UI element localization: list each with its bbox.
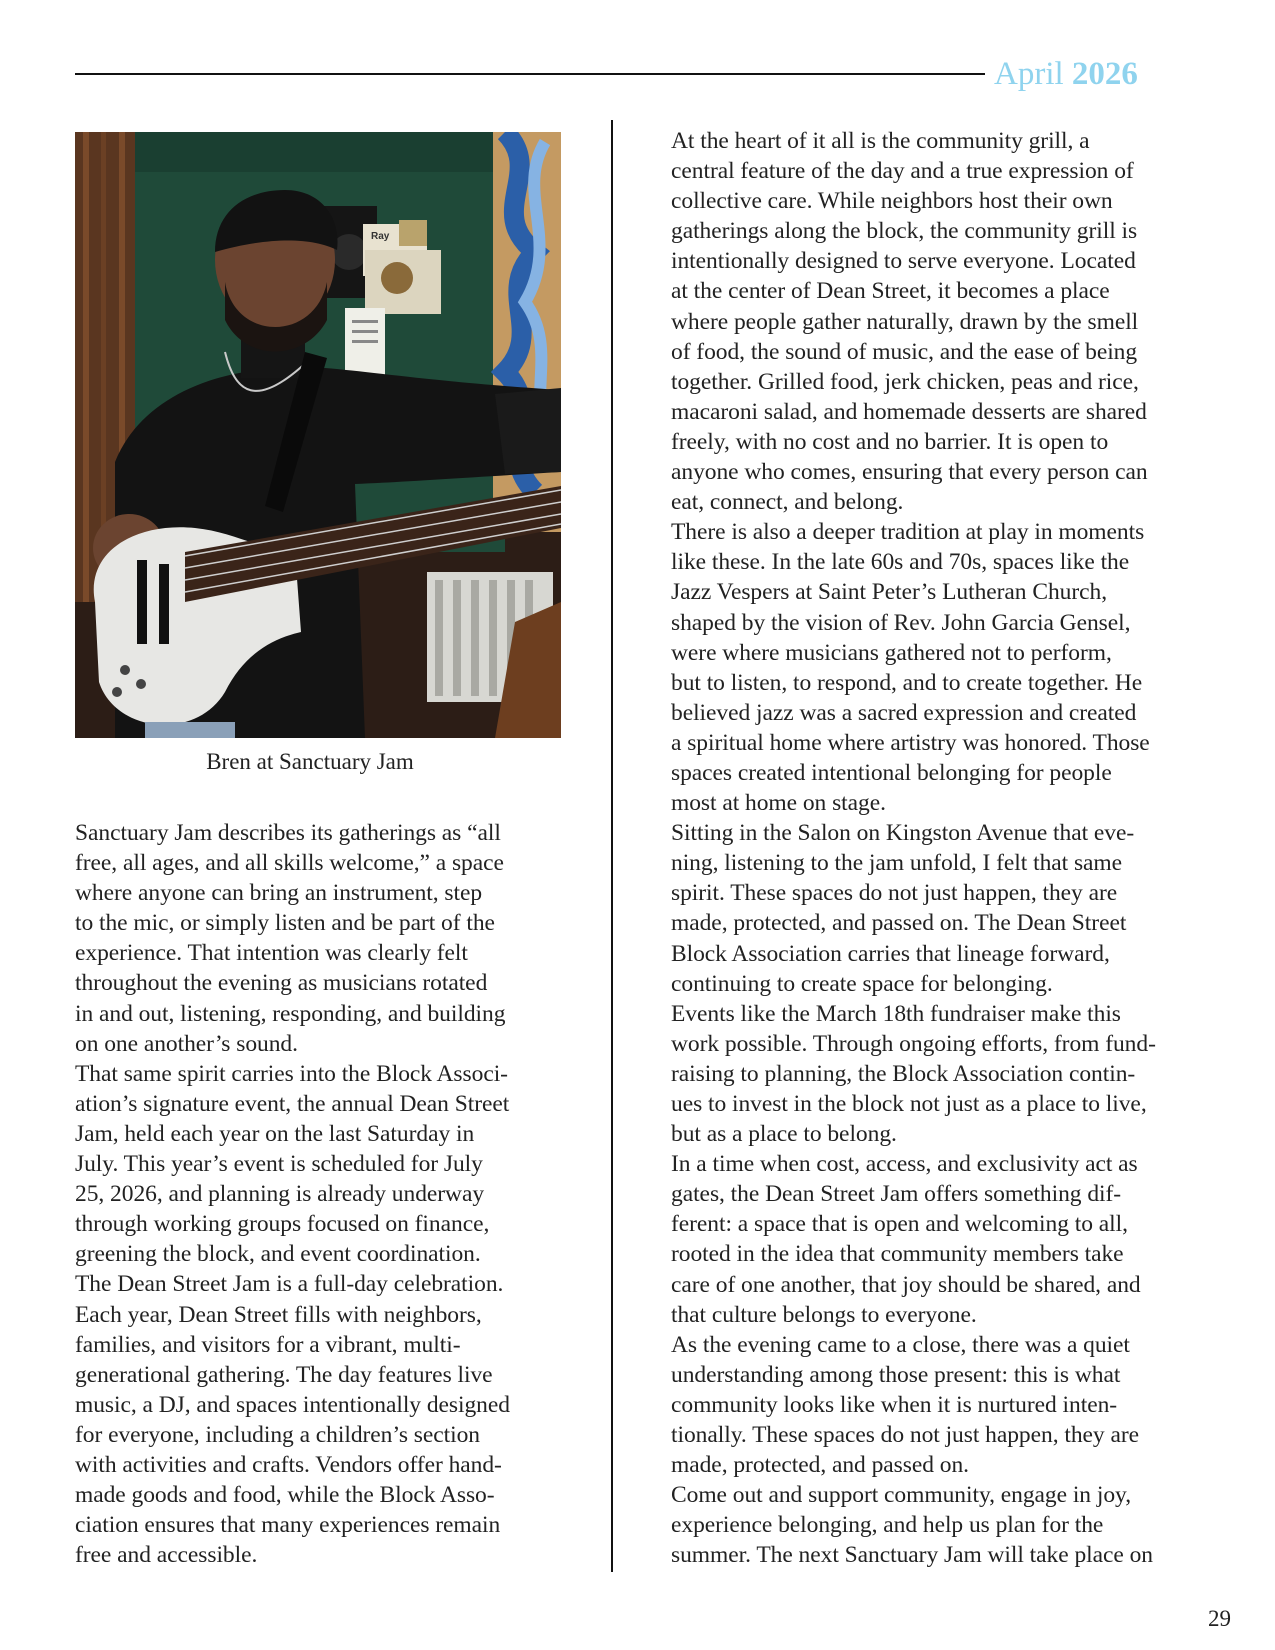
text-line: a spiritual home where artistry was honored. Those [671, 729, 1150, 756]
text-line: Jam, held each year on the last Saturday in [75, 1120, 475, 1147]
text-line: intentionally designed to serve everyone. Located [671, 248, 1136, 275]
column-divider [611, 120, 613, 1572]
text-line: together. Grilled food, jerk chicken, peas and rice, [671, 368, 1139, 395]
text-line: care of one another, that joy should be shared, and [671, 1271, 1141, 1298]
text-line: shaped by the vision of Rev. John Garcia Gensel, [671, 609, 1131, 636]
text-line: gatherings along the block, the community grill is [671, 218, 1138, 245]
text-line: spaces created intentional belonging for people [671, 759, 1112, 786]
text-line: continuing to create space for belonging. [671, 970, 1053, 997]
text-line: Sitting in the Salon on Kingston Avenue that eve- [671, 820, 1135, 847]
text-line: July. This year’s event is scheduled for July [75, 1151, 483, 1178]
text-line: Sanctuary Jam describes its gatherings as “all [75, 820, 501, 846]
text-line: ues to invest in the block not just as a place to live, [671, 1091, 1147, 1117]
text-line: with activities and crafts. Vendors offer hand- [75, 1451, 502, 1478]
text-line: like these. In the late 60s and 70s, spaces like the [671, 549, 1130, 576]
text-line: throughout the evening as musicians rotated [75, 970, 488, 997]
text-line: that culture belongs to everyone. [671, 1301, 977, 1328]
text-line: where people gather naturally, drawn by the smell [671, 308, 1139, 335]
text-line: to the mic, or simply listen and be part of the [75, 910, 495, 937]
text-line: made, protected, and passed on. [671, 1452, 969, 1479]
text-line: At the heart of it all is the community grill, a [671, 128, 1090, 154]
text-line: anyone who comes, ensuring that every person can [671, 459, 1148, 486]
issue-year: 2026 [1071, 56, 1138, 92]
text-line: Jazz Vespers at Saint Peter’s Lutheran Church, [671, 579, 1108, 606]
text-line: work possible. Through ongoing efforts, from fund- [671, 1030, 1156, 1057]
text-line: were where musicians gathered not to perform, [671, 639, 1112, 666]
text-line: greening the block, and event coordination. [75, 1241, 481, 1268]
poster-label: Ray [371, 231, 390, 242]
text-line: summer. The next Sanctuary Jam will take place on [671, 1542, 1153, 1569]
header-rule [75, 73, 985, 75]
article-right-column [671, 126, 1203, 1571]
article-photo [75, 132, 561, 738]
text-line: made goods and food, while the Block Asso- [75, 1482, 495, 1509]
text-line: ning, listening to the jam unfold, I felt that same [671, 850, 1123, 877]
text-line: free, all ages, and all skills welcome,” a space [75, 850, 504, 877]
text-line: tionally. These spaces do not just happen, they are [671, 1422, 1139, 1449]
page-number: 29 [1208, 1606, 1231, 1631]
text-line: macaroni salad, and homemade desserts are shared [671, 398, 1147, 425]
text-line: of food, the sound of music, and the ease of being [671, 338, 1138, 365]
text-line: freely, with no cost and no barrier. It is open to [671, 428, 1109, 455]
text-line: music, a DJ, and spaces intentionally designed [75, 1391, 510, 1418]
text-line: raising to planning, the Block Association contin- [671, 1060, 1136, 1087]
text-line: Each year, Dean Street fills with neighbors, [75, 1301, 482, 1328]
article-left-column [75, 818, 575, 1570]
text-line: through working groups focused on finance, [75, 1211, 490, 1238]
text-line: believed jazz was a sacred expression and created [671, 699, 1137, 726]
text-line: eat, connect, and belong. [671, 489, 904, 516]
text-line: free and accessible. [75, 1542, 258, 1569]
text-line: experience belonging, and help us plan for the [671, 1512, 1104, 1539]
text-line: most at home on stage. [671, 790, 886, 817]
text-line: rooted in the idea that community members take [671, 1241, 1124, 1268]
text-line: gates, the Dean Street Jam offers something dif- [671, 1181, 1122, 1208]
text-line: 25, 2026, and planning is already underway [75, 1181, 485, 1208]
text-line: experience. That intention was clearly felt [75, 940, 468, 967]
text-line: Come out and support community, engage in joy, [671, 1482, 1132, 1509]
text-line: The Dean Street Jam is a full-day celebration. [75, 1271, 504, 1298]
issue-date [994, 54, 1138, 94]
text-line: In a time when cost, access, and exclusivity act as [671, 1151, 1138, 1178]
text-line: generational gathering. The day features live [75, 1361, 493, 1388]
text-line: at the center of Dean Street, it becomes a place [671, 278, 1110, 305]
issue-month: April [994, 56, 1064, 92]
text-line: Block Association carries that lineage forward, [671, 940, 1110, 967]
text-line: ferent: a space that is open and welcoming to all, [671, 1211, 1128, 1238]
text-line: ciation ensures that many experiences remain [75, 1512, 501, 1539]
text-line: community looks like when it is nurtured inten- [671, 1391, 1118, 1418]
text-line: but as a place to belong. [671, 1121, 897, 1148]
text-line: That same spirit carries into the Block Associ- [75, 1060, 508, 1087]
text-line: collective care. While neighbors host their own [671, 188, 1113, 215]
text-line: There is also a deeper tradition at play in moments [671, 519, 1145, 546]
text-line: in and out, listening, responding, and building [75, 1000, 506, 1027]
text-line: but to listen, to respond, and to create together. He [671, 669, 1143, 696]
text-line: As the evening came to a close, there was a quiet [671, 1331, 1130, 1358]
text-line: where anyone can bring an instrument, step [75, 880, 483, 907]
text-line: for everyone, including a children’s section [75, 1421, 480, 1448]
text-line: spirit. These spaces do not just happen, they are [671, 880, 1118, 907]
text-line: understanding among those present: this is what [671, 1361, 1121, 1388]
photo-caption: Bren at Sanctuary Jam [206, 749, 414, 774]
text-line: on one another’s sound. [75, 1030, 298, 1057]
text-line: ation’s signature event, the annual Dean Street [75, 1090, 510, 1117]
text-line: Events like the March 18th fundraiser make this [671, 1000, 1121, 1027]
bassist-photo-illustration [75, 132, 561, 738]
text-line: families, and visitors for a vibrant, multi- [75, 1331, 461, 1358]
text-line: made, protected, and passed on. The Dean Street [671, 910, 1127, 937]
text-line: central feature of the day and a true expression of [671, 158, 1134, 185]
